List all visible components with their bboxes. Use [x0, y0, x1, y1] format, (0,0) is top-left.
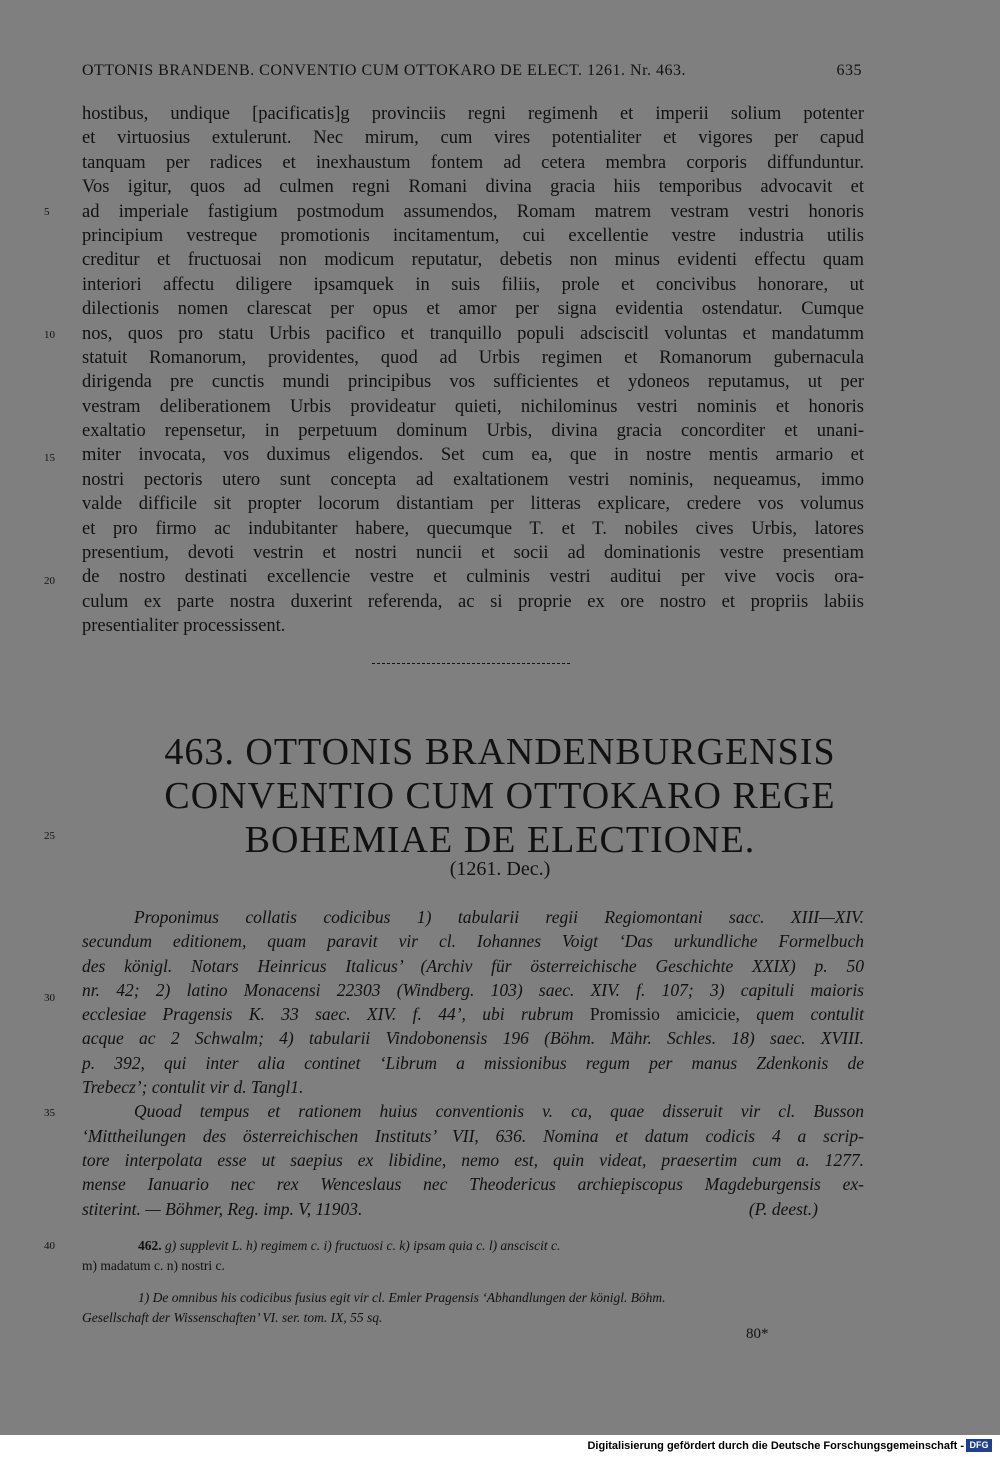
source-note: (P. deest.) [748, 1198, 818, 1219]
body-line: statuit Romanorum, providentes, quod ad Urbis regimen et Romanorum gubernacula [82, 347, 864, 368]
intro-segment: stiterint. — Böhmer, Reg. imp. V, 11903. [82, 1198, 363, 1219]
footnote-ref: 462. [138, 1238, 162, 1253]
footnotes [82, 1236, 864, 1328]
page-number: 635 [836, 62, 862, 79]
intro-line [82, 1002, 864, 1026]
heading-line: CONVENTIO CUM OTTOKARO REGE [164, 775, 836, 817]
footnote-line: Gesellschaft der Wissenschaften’ VI. ser. tom. IX, 55 sq. [82, 1310, 383, 1325]
intro-segment: ecclesiae Pragensis K. 33 saec. XIV. f. 44’, ubi rubrum [82, 1004, 574, 1025]
intro-line: des königl. Notars Heinricus Italicus’ (Archiv für österreichische Geschichte XXIX) p. 50 [82, 955, 864, 976]
line-number: 25 [44, 830, 55, 842]
body-line: de nostro destinati excellencie vestre et culminis vestri auditui per vive vocis ora- [82, 567, 864, 588]
body-line: principium vestreque promotionis incitamentum, cui excellentie vestre industria utilis [82, 225, 864, 246]
sheet-signature: 80* [746, 1326, 769, 1342]
body-line: et pro firmo ac indubitanter habere, quecumque T. et T. nobiles cives Urbis, latores [82, 518, 864, 539]
body-line: tanquam per radices et inexhaustum fontem ad cetera membra corporis diffunduntur. [82, 152, 864, 173]
document-heading [100, 730, 900, 862]
dfg-logo: DFG [966, 1439, 992, 1452]
section-divider [372, 663, 570, 664]
line-number: 35 [44, 1107, 55, 1119]
body-line: dirigenda pre cunctis mundi principibus vos sufficientes et ydoneos reputamus, ut per [82, 372, 864, 393]
line-number: 15 [44, 452, 55, 464]
footnote-text: g) supplevit L. h) regimem c. i) fructuosi c. k) ipsam quia c. l) ansciscit c. [165, 1238, 561, 1253]
intro-segment: quem contulit [756, 1004, 864, 1025]
document-date: (1261. Dec.) [449, 858, 551, 880]
intro-line: tore interpolata esse ut saepius ex libidine, nemo est, quin videat, praesertim cum a. 1277. [82, 1149, 864, 1170]
intro-line: p. 392, qui inter alia continet ‘Librum a missionibus regum per manus Zdenkonis de [82, 1052, 864, 1073]
heading-line: BOHEMIAE DE ELECTIONE. [244, 819, 756, 861]
body-line: nostri pectoris utero sunt concepta ad exaltationem vestri nominis, nequeamus, immo [82, 469, 864, 490]
line-number: 20 [44, 575, 55, 587]
digitization-footer [0, 1435, 1000, 1457]
body-line: creditur et fructuosai non modicum reputatur, debetis non minus evidenti effectu quam [82, 250, 864, 271]
footer-text: Digitalisierung gefördert durch die Deutsche Forschungsgemeinschaft - [587, 1440, 964, 1452]
line-number: 40 [44, 1240, 55, 1252]
roman-phrase: Promissio amicicie, [589, 1004, 740, 1025]
running-head [82, 62, 862, 80]
intro-line: ‘Mittheilungen des österreichischen Instituts’ VII, 636. Nomina et datum codicis 4 a scrip- [82, 1125, 864, 1146]
body-line: dilectionis nomen clarescat per opus et amor per signa evidentia ostendatur. Cumque [82, 299, 864, 320]
footnote-line: 1) De omnibus his codicibus fusius egit vir cl. Emler Pragensis ‘Abhandlungen der königl. Böhm. [138, 1290, 666, 1305]
intro-line: secundum editionem, quam paravit vir cl. Iohannes Voigt ‘Das urkundliche Formelbuch [82, 931, 864, 952]
body-line: Vos igitur, quos ad culmen regni Romani divina gracia hiis temporibus advocavit et [82, 177, 864, 198]
intro-line: Trebecz’; contulit vir d. Tangl1. [82, 1077, 304, 1098]
body-line: ad imperiale fastigium postmodum assumendos, Romam matrem vestram vestri honoris [82, 201, 864, 222]
footnote-line [82, 1236, 864, 1256]
intro-line: Proponimus collatis codicibus 1) tabularii regii Regiomontani sacc. XIII—XIV. [134, 907, 864, 927]
heading-line: 463. OTTONIS BRANDENBURGENSIS [164, 731, 836, 773]
intro-line: mense Ianuario nec rex Wenceslaus nec Theodericus archiepiscopus Magdeburgensis ex- [82, 1174, 864, 1195]
body-text [82, 102, 864, 639]
body-line: miter invocata, vos duximus eligendos. Set cum ea, que in nostre mentis armario et [82, 445, 864, 466]
line-number: 5 [44, 206, 50, 218]
body-line: interiori affectu diligere ipsamquek in suis filiis, prole et concivibus honorare, ut [82, 274, 864, 295]
footnote-line: m) madatum c. n) nostri c. [82, 1258, 225, 1273]
body-line: vestram deliberationem Urbis provideatur quieti, nichilominus vestri nominis et honoris [82, 396, 864, 417]
body-line: nos, quos pro statu Urbis pacifico et tranquillo populi adsciscitl voluntas et mandatumm [82, 323, 864, 344]
body-line: culum ex parte nostra duxerint referenda, ac si proprie ex ore nostro et propriis labiis [82, 591, 864, 612]
intro-text [82, 905, 864, 1221]
line-number: 30 [44, 992, 55, 1004]
body-line: valde difficile sit propter locorum distantiam per litteras explicare, credere vos volumus [82, 494, 864, 515]
body-line: presentium, devoti vestrin et nostri nuncii et socii ad dominationis vestre presentiam [82, 543, 864, 564]
intro-line: Quoad tempus et rationem huius conventionis v. ca, quae disseruit vir cl. Busson [134, 1101, 864, 1122]
body-line: presentialiter processissent. [82, 616, 286, 637]
intro-line [82, 1197, 864, 1221]
body-line: hostibus, undique [pacificatis]g provinciis regni regimenh et imperii solium potenter [82, 104, 864, 124]
line-number: 10 [44, 329, 55, 341]
body-line: exaltatio repensetur, in perpetuum dominum Urbis, divina gracia concorditer et unani- [82, 421, 864, 442]
intro-line: nr. 42; 2) latino Monacensi 22303 (Windberg. 103) saec. XIV. f. 107; 3) capituli maioris [82, 979, 864, 1000]
running-head-title: OTTONIS BRANDENB. CONVENTIO CUM OTTOKARO DE ELECT. 1261. Nr. 463. [82, 62, 687, 79]
intro-line: acque ac 2 Schwalm; 4) tabularii Vindobonensis 196 (Böhm. Mähr. Schles. 18) saec. XVIII. [82, 1028, 864, 1049]
body-line: et virtuosius extulerunt. Nec mirum, cum vires potentialiter et vigores per capud [82, 128, 864, 149]
